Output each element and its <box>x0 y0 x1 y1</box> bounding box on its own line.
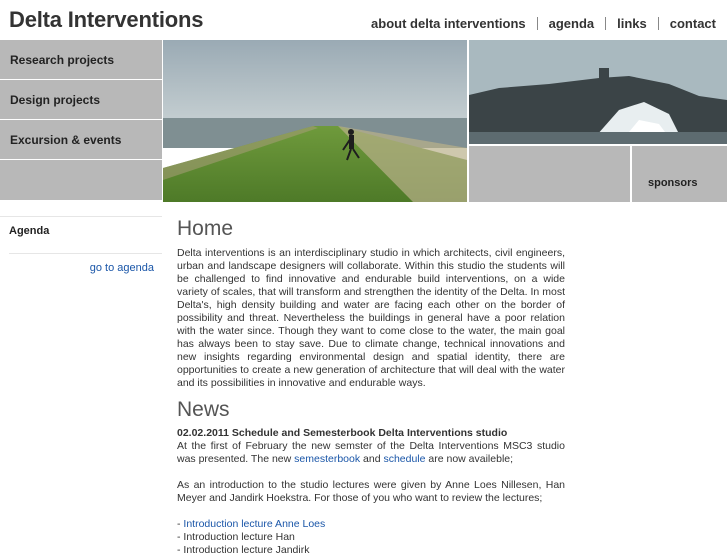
news-text: are now availeble; <box>425 453 514 465</box>
agenda-divider <box>9 253 162 254</box>
side-menu <box>0 40 162 200</box>
lecture-item-2: - Introduction lecture Han <box>177 531 295 543</box>
nav-about[interactable]: about delta interventions <box>371 16 526 31</box>
agenda-heading: Agenda <box>0 216 162 245</box>
site-title[interactable]: Delta Interventions <box>9 7 204 32</box>
nav-links[interactable]: links <box>617 16 647 31</box>
spacer <box>177 466 565 479</box>
semesterbook-link[interactable]: semesterbook <box>294 453 361 465</box>
menu-excursion-events[interactable]: Excursion & events <box>0 120 162 160</box>
top-navigation <box>360 16 716 31</box>
go-to-agenda-link[interactable]: go to agenda <box>89 262 154 274</box>
news-paragraph-1 <box>177 440 565 466</box>
coast-photo-image <box>469 40 727 144</box>
menu-design-projects[interactable]: Design projects <box>0 80 162 120</box>
agenda-sidebar <box>0 216 162 274</box>
spacer <box>177 505 565 518</box>
news-text: and <box>360 453 384 465</box>
menu-blank <box>0 160 162 200</box>
bullet-prefix: - <box>177 518 184 530</box>
main-content <box>177 216 565 557</box>
nav-contact[interactable]: contact <box>669 16 716 31</box>
lecture-item-1 <box>177 518 565 531</box>
news-paragraph-2: As an introduction to the studio lectures were given by Anne Loes Nillesen, Han Meyer and Jandirk Hoekstra. For those of you who want to review the lectures; <box>177 479 565 504</box>
news-headline: 02.02.2011 Schedule and Semesterbook Delta Interventions studio <box>177 427 508 439</box>
nav-agenda[interactable]: agenda <box>548 16 595 31</box>
schedule-link[interactable]: schedule <box>383 453 426 465</box>
dike-photo <box>163 40 467 202</box>
home-heading: Home <box>177 217 234 240</box>
intro-text: Delta interventions is an interdisciplinary studio in which architects, civil engineers, urban and landscape designers will collaborate. Within this studio the students will be challenged to find innovative and endurable build interventions, on a wide variety of scales, that will transform and strengthen the identity of the Delta. In most Delta's, high density building and water are facing each other on the border of possibility and threat. Nevertheless the buildings in general have a poor relation with the water since. Though they want to come close to the water, the main goal has always been to stay save. Due to climate change, technical innovations and new insights regarding environmental design and spatial identity, there are opportunities to create a new generation of architecture that will deal with the water and its possibilities in innovative and endurable ways. <box>177 247 565 389</box>
hero-banner <box>0 40 727 202</box>
menu-research-projects[interactable]: Research projects <box>0 40 162 80</box>
coast-photo <box>469 40 727 144</box>
news-text: At the first of February the new semster of the Delta Interventions MSC3 studio was presented. The new <box>177 440 565 465</box>
lecture-anne-loes-link[interactable]: Introduction lecture Anne Loes <box>183 518 326 530</box>
news-heading: News <box>177 398 230 421</box>
lecture-item-3: - Introduction lecture Jandirk <box>177 544 310 556</box>
grey-panel <box>469 146 630 202</box>
sponsors-link[interactable]: sponsors <box>632 146 727 202</box>
dike-photo-image <box>163 40 467 202</box>
